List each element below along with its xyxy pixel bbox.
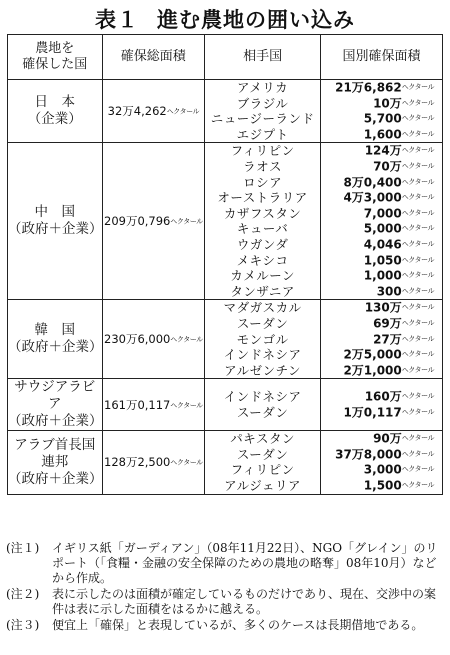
partner-area xyxy=(321,253,434,269)
partner-area xyxy=(321,221,434,237)
unit-label: ヘクタール xyxy=(401,161,434,170)
unit-label: ヘクタール xyxy=(401,365,434,374)
total-area-cell xyxy=(102,143,204,300)
header-by-country: 国別確保面積 xyxy=(321,35,443,80)
unit-label: ヘクタール xyxy=(401,224,434,233)
partner-country: インドネシア xyxy=(223,389,302,405)
area-cell xyxy=(321,80,443,143)
partner-country: ウガンダ xyxy=(236,236,289,252)
unit-label: ヘクタール xyxy=(401,350,434,359)
partner-country: メキシコ xyxy=(236,252,289,268)
partner-area xyxy=(321,363,434,379)
unit-label: ヘクタール xyxy=(401,318,434,327)
partner-country: アルゼンチン xyxy=(224,362,302,378)
table-group-row xyxy=(8,300,443,379)
unit-label: ヘクタール xyxy=(401,392,434,401)
partner-area xyxy=(321,111,434,127)
partner-area-value: 4,046 xyxy=(363,237,402,252)
country-name: アラブ首長国 xyxy=(14,436,96,453)
partner-cell xyxy=(205,300,321,379)
partner-area xyxy=(321,389,434,405)
partner-country: インドネシア xyxy=(223,347,302,363)
total-area-value: 230万6,000 xyxy=(104,332,171,347)
partner-area xyxy=(321,405,434,421)
partner-area xyxy=(321,143,434,159)
partner-area-value: 27万 xyxy=(373,331,402,346)
table-group-row xyxy=(8,80,443,143)
country-name: 中 国 xyxy=(34,204,76,221)
unit-label: ヘクタール xyxy=(170,217,203,226)
unit-label: ヘクタール xyxy=(401,129,434,138)
partner-area-value: 21万6,862 xyxy=(335,80,402,95)
unit-label: ヘクタール xyxy=(401,177,434,186)
securing-country-cell xyxy=(8,379,103,431)
securing-country-cell xyxy=(8,431,103,494)
unit-label: ヘクタール xyxy=(401,193,434,202)
partner-area xyxy=(321,431,434,447)
partner-area-value: 4万3,000 xyxy=(343,190,402,205)
partner-area-value: 2万5,000 xyxy=(343,347,402,362)
partner-country: ブラジル xyxy=(236,95,289,111)
partner-area-value: 1,050 xyxy=(363,252,402,267)
unit-label: ヘクタール xyxy=(401,146,434,155)
farmland-table xyxy=(7,34,443,495)
partner-area-value: 5,700 xyxy=(363,111,402,126)
partner-area-value: 300 xyxy=(376,284,402,299)
unit-label: ヘクタール xyxy=(401,407,434,416)
country-name: 日 本 xyxy=(34,94,76,111)
table-group-row xyxy=(8,379,443,431)
partner-area-value: 69万 xyxy=(373,316,402,331)
table-group-row xyxy=(8,143,443,300)
partner-cell xyxy=(205,431,321,494)
partner-area xyxy=(321,190,434,206)
partner-country: ラオス xyxy=(243,158,283,174)
country-actor: （企業） xyxy=(27,111,82,128)
total-area-cell xyxy=(102,431,204,494)
country-actor: （政府＋企業） xyxy=(8,339,103,356)
header-country: 農地を 確保した国 xyxy=(8,35,103,80)
partner-area-value: 7,000 xyxy=(363,206,402,221)
partner-area xyxy=(321,159,434,175)
partner-country: アメリカ xyxy=(237,80,289,95)
total-area-cell xyxy=(102,300,204,379)
partner-area xyxy=(321,237,434,253)
footnote: (注３) 便宜上「確保」と表現しているが、多くのケースは長期借地である。 xyxy=(6,618,424,632)
unit-label: ヘクタール xyxy=(401,286,434,295)
partner-country: マダガスカル xyxy=(223,300,302,316)
unit-label: ヘクタール xyxy=(401,303,434,312)
partner-area xyxy=(321,96,434,112)
country-actor: （政府＋企業） xyxy=(8,470,103,487)
unit-label: ヘクタール xyxy=(170,401,203,410)
partner-area xyxy=(321,80,434,96)
table-group-row xyxy=(8,431,443,494)
partner-cell xyxy=(205,379,321,431)
partner-country: スーダン xyxy=(236,315,289,331)
partner-country: アルジェリア xyxy=(224,478,302,494)
header-partner: 相手国 xyxy=(205,35,321,80)
partner-area-value: 70万 xyxy=(373,159,402,174)
partner-area xyxy=(321,447,434,463)
unit-label: ヘクタール xyxy=(401,481,434,490)
footnote: (注１) イギリス紙「ガーディアン」（08年11月22日）、NGO「グレイン」のリポート（「食糧・金融の安全保障のための農地の略奪」08年10月）など から作成。 xyxy=(6,541,438,585)
table-number: 表１ xyxy=(95,8,139,32)
partner-area xyxy=(321,316,434,332)
securing-country-cell xyxy=(8,143,103,300)
footnote: (注２) 表に示したのは面積が確定しているものだけであり、現在、交渉中の案件は表に示した面積をはるかに越える。 xyxy=(6,587,437,616)
unit-label: ヘクタール xyxy=(170,335,203,344)
partner-country: ロシア xyxy=(243,174,283,190)
partner-area xyxy=(321,284,434,300)
unit-label: ヘクタール xyxy=(166,107,199,116)
total-area-cell xyxy=(102,80,204,143)
partner-area xyxy=(321,175,434,191)
header-row xyxy=(8,35,443,80)
table-title-text: 進む農地の囲い込み xyxy=(157,8,355,32)
partner-country: キューバ xyxy=(236,221,289,237)
total-area-value: 209万0,796 xyxy=(104,214,171,229)
partner-area-value: 37万8,000 xyxy=(335,447,402,462)
country-name: 韓 国 xyxy=(34,322,76,339)
partner-area-value: 124万 xyxy=(364,143,402,158)
unit-label: ヘクタール xyxy=(401,465,434,474)
unit-label: ヘクタール xyxy=(401,271,434,280)
partner-country: フィリピン xyxy=(230,143,295,159)
partner-area-value: 1,000 xyxy=(363,268,402,283)
partner-country: エジプト xyxy=(236,126,289,142)
partner-area xyxy=(321,347,434,363)
total-area-value: 32万4,262 xyxy=(107,104,167,119)
partner-area-value: 3,000 xyxy=(363,462,402,477)
total-area-value: 161万0,117 xyxy=(104,397,171,412)
partner-area xyxy=(321,268,434,284)
partner-area-value: 10万 xyxy=(373,95,402,110)
unit-label: ヘクタール xyxy=(401,98,434,107)
partner-country: スーダン xyxy=(236,446,289,462)
partner-area-value: 160万 xyxy=(364,389,402,404)
partner-country: スーダン xyxy=(236,404,289,420)
unit-label: ヘクタール xyxy=(401,434,434,443)
partner-country: タンザニア xyxy=(230,283,295,299)
partner-area xyxy=(321,478,434,494)
area-cell xyxy=(321,431,443,494)
header-total: 確保総面積 xyxy=(102,35,204,80)
partner-country: カザフスタン xyxy=(223,205,302,221)
total-area-cell xyxy=(102,379,204,431)
partner-country: オーストラリア xyxy=(217,190,308,206)
table-title xyxy=(0,4,450,34)
partner-area xyxy=(321,206,434,222)
securing-country-cell xyxy=(8,80,103,143)
unit-label: ヘクタール xyxy=(170,458,203,467)
area-cell xyxy=(321,379,443,431)
partner-area-value: 2万1,000 xyxy=(343,362,402,377)
unit-label: ヘクタール xyxy=(401,334,434,343)
country-actor: （政府＋企業） xyxy=(8,413,103,430)
country-name: サウジアラビア xyxy=(14,379,96,413)
partner-country: モンゴル xyxy=(236,331,289,347)
country-name-cont: 連邦 xyxy=(41,453,69,470)
partner-area-value: 1万0,117 xyxy=(343,405,402,420)
partner-cell xyxy=(205,80,321,143)
total-area-value: 128万2,500 xyxy=(104,455,171,470)
country-actor: （政府＋企業） xyxy=(8,221,103,238)
area-cell xyxy=(321,143,443,300)
partner-country: フィリピン xyxy=(230,462,295,478)
partner-area xyxy=(321,332,434,348)
partner-country: パキスタン xyxy=(230,431,295,447)
partner-area-value: 130万 xyxy=(364,300,402,315)
unit-label: ヘクタール xyxy=(401,208,434,217)
partner-country: ニュージーランド xyxy=(210,111,315,127)
partner-area-value: 1,500 xyxy=(363,478,402,493)
unit-label: ヘクタール xyxy=(401,83,434,91)
partner-area-value: 90万 xyxy=(373,431,402,446)
partner-area-value: 5,000 xyxy=(363,221,402,236)
partner-cell xyxy=(205,143,321,300)
unit-label: ヘクタール xyxy=(401,114,434,123)
partner-area xyxy=(321,300,434,316)
unit-label: ヘクタール xyxy=(401,255,434,264)
partner-area xyxy=(321,127,434,143)
securing-country-cell xyxy=(8,300,103,379)
partner-area-value: 1,600 xyxy=(363,127,402,142)
unit-label: ヘクタール xyxy=(401,449,434,458)
partner-area-value: 8万0,400 xyxy=(343,174,402,189)
area-cell xyxy=(321,300,443,379)
unit-label: ヘクタール xyxy=(401,239,434,248)
partner-country: カメルーン xyxy=(230,268,295,284)
partner-area xyxy=(321,462,434,478)
footnotes xyxy=(6,541,446,634)
